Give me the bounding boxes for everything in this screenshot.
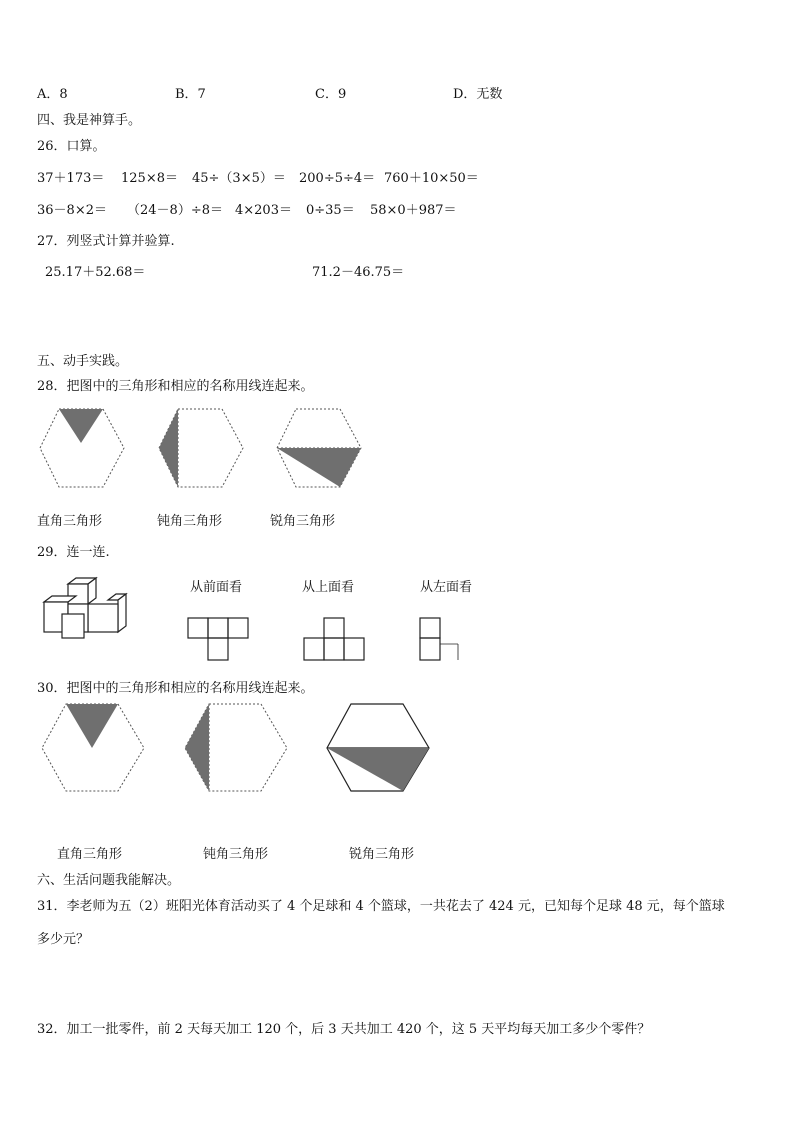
left-view-figure: [418, 616, 468, 662]
q30-title: 30．把图中的三角形和相应的名称用线连起来。: [37, 681, 314, 696]
q30-label: 锐角三角形: [349, 847, 415, 862]
view-label-front: 从前面看: [190, 580, 243, 595]
option-b: B．7: [175, 87, 206, 102]
q27-title: 27．列竖式计算并验算.: [37, 234, 175, 249]
q30-hexagon-1: [40, 703, 148, 791]
q26-expr: 37＋173＝: [37, 171, 105, 186]
shaded-triangle: [277, 448, 361, 487]
q26-expr: 0÷35＝: [306, 203, 355, 218]
q29-cube-stack: [40, 576, 132, 642]
q26-expr: 4×203＝: [235, 203, 292, 218]
q26-title: 26．口算。: [37, 139, 106, 154]
front-view-figure: [186, 616, 266, 662]
q28-hexagon-1: [38, 408, 128, 488]
q28-title: 28．把图中的三角形和相应的名称用线连起来。: [37, 379, 314, 394]
q26-expr: 760＋10×50＝: [384, 171, 479, 186]
q28-label: 直角三角形: [37, 514, 103, 529]
q28-label: 钝角三角形: [157, 514, 223, 529]
section-5-title: 五、动手实践。: [37, 354, 129, 369]
section-4-title: 四、我是神算手。: [37, 113, 142, 128]
q26-expr: 125×8＝: [121, 171, 178, 186]
shaded-triangle: [327, 748, 429, 791]
view-label-top: 从上面看: [302, 580, 355, 595]
section-6-title: 六、生活问题我能解决。: [37, 873, 181, 888]
q32-text: 32．加工一批零件，前 2 天每天加工 120 个，后 3 天共加工 420 个，这 5 天平均每天加工多少个零件？: [37, 1022, 651, 1037]
q28-label: 锐角三角形: [270, 514, 336, 529]
q26-expr: 45÷（3×5）＝: [192, 171, 286, 186]
option-d: D．无数: [453, 87, 503, 102]
shaded-triangle: [159, 409, 178, 487]
q29-title: 29．连一连.: [37, 545, 110, 560]
q27-item: 25.17＋52.68＝: [45, 265, 146, 280]
q30-hexagon-2: [183, 703, 291, 791]
shaded-triangle: [59, 409, 103, 443]
q26-expr: 58×0＋987＝: [370, 203, 457, 218]
q30-label: 钝角三角形: [203, 847, 269, 862]
q28-hexagon-2: [157, 408, 247, 488]
shaded-triangle: [66, 704, 118, 748]
shaded-triangle: [185, 704, 209, 791]
q28-hexagon-3: [275, 408, 365, 488]
view-label-left: 从左面看: [420, 580, 473, 595]
option-a: A．8: [37, 87, 68, 102]
q26-expr: 200÷5÷4＝: [299, 171, 376, 186]
q30-label: 直角三角形: [57, 847, 123, 862]
q27-item: 71.2－46.75＝: [312, 265, 405, 280]
top-view-figure: [302, 616, 372, 662]
q26-expr: （24－8）÷8＝: [127, 203, 223, 218]
option-c: C．9: [315, 87, 347, 102]
q26-expr: 36－8×2＝: [37, 203, 107, 218]
q31-line-2: 多少元？: [37, 932, 90, 947]
q30-hexagon-3: [325, 703, 433, 791]
q31-line-1: 31．李老师为五（2）班阳光体育活动买了 4 个足球和 4 个篮球，一共花去了 424 元，已知每个足球 48 元，每个篮球: [37, 899, 725, 914]
